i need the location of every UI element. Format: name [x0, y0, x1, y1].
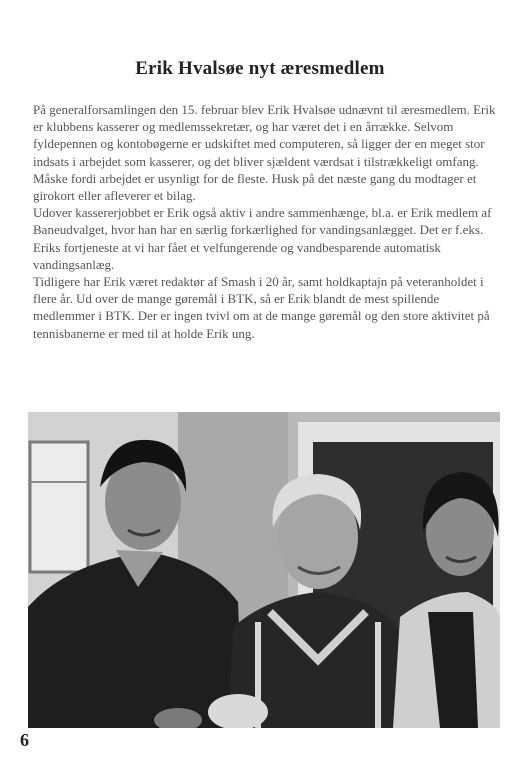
page-number: 6 — [20, 730, 29, 750]
paragraph-2: Udover kassererjobbet er Erik også aktiv i andre sammenhænge, bl.a. er Erik medlem af Baneudvalget, hvor han har en særlig forkærlighed for vandingsanlægget. Det er f.eks. Eriks fortjeneste at vi har fået et velfungerende og vandbesparende automatisk vandingsanlæg. — [33, 205, 492, 272]
article-title: Erik Hvalsøe nyt æresmedlem — [135, 58, 385, 79]
paragraph-3: Tidligere har Erik været redaktør af Smash i 20 år, samt holdkaptajn på veteranholdet i flere år. Ud over de mange gøremål i BTK, så er Erik blandt de mest spillende medlemmer i BTK. Der er ingen tvivl om at de mange gøremål og den store aktivitet på tennisbanerne er med til at holde Erik ung. — [33, 274, 490, 341]
article-body — [33, 101, 499, 342]
paragraph-1: På generalforsamlingen den 15. februar blev Erik Hvalsøe udnævnt til æresmedlem. Erik er klubbens kasserer og medlemssekretær, og har været det i en årrække. Selvom fyldepennen og kontobøgerne er udskiftet med computeren, så ligger der en meget stor indsats i arbejdet som kasserer, og det bliver sjældent værdsat i tilstrækkeligt omfang. Måske fordi arbejdet er usynligt for de fleste. Husk på det næste gang du modtager et girokort eller afleverer et bilag. — [33, 102, 496, 204]
group-photo — [28, 412, 500, 728]
